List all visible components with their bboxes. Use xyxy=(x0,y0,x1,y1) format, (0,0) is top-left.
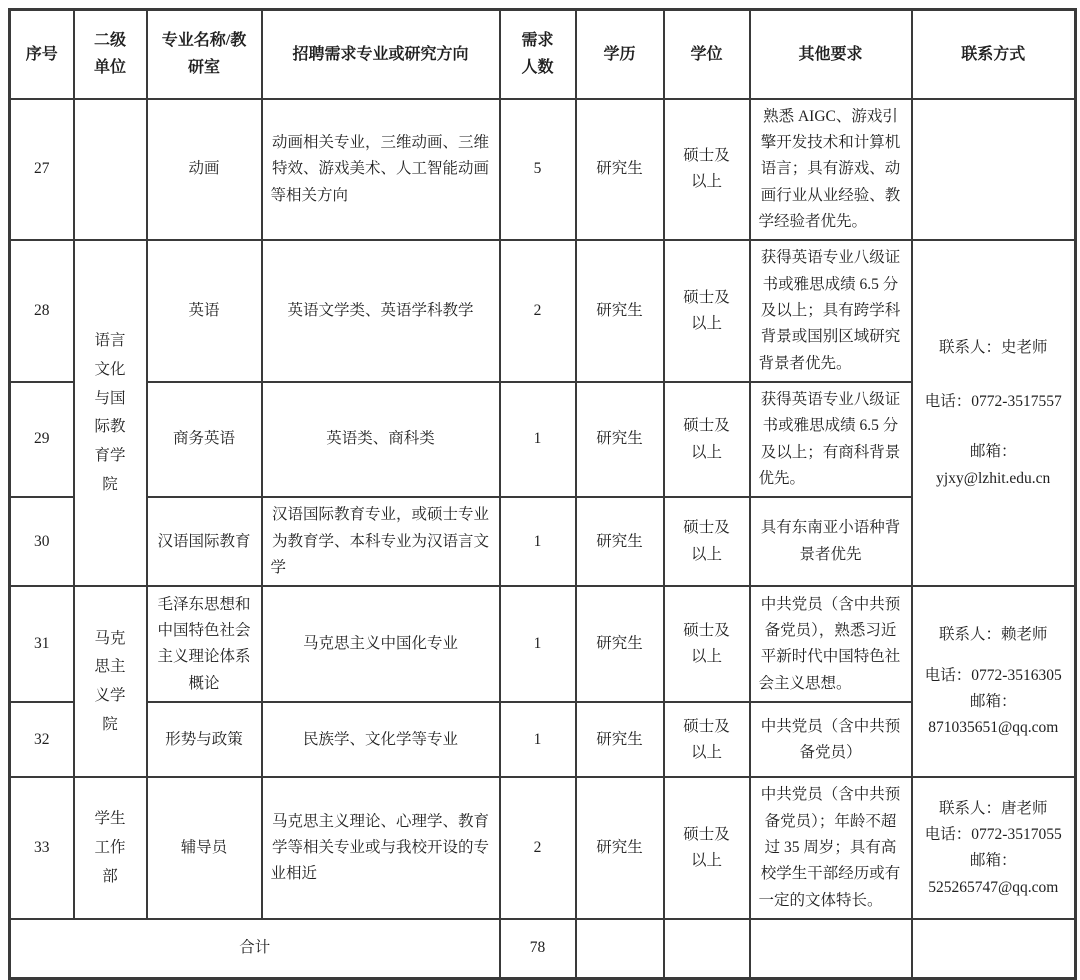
degree-text: 硕士及以上 xyxy=(683,288,730,333)
cell-degree xyxy=(664,99,750,241)
header-major xyxy=(147,10,262,99)
unit-text: 马克思主义学院 xyxy=(94,629,126,733)
table-row xyxy=(10,586,1076,702)
contact-phone: 电话：0772-3516305 xyxy=(924,666,1062,684)
unit-text: 学生工作部 xyxy=(94,810,126,885)
cell-major: 形势与政策 xyxy=(147,702,262,777)
cell-no: 33 xyxy=(10,777,74,919)
unit-text: 语言文化与国际教育学院 xyxy=(94,332,126,493)
cell-contact-lai xyxy=(912,586,1076,777)
contact-phone: 电话：0772-3517055 xyxy=(924,825,1062,843)
cell-no: 27 xyxy=(10,99,74,241)
contact-email-label: 邮箱： xyxy=(969,692,1017,710)
cell-contact-empty xyxy=(912,99,1076,241)
degree-text: 硕士及以上 xyxy=(683,825,730,870)
cell-contact-shi xyxy=(912,240,1076,586)
cell-direction: 马克思主义中国化专业 xyxy=(262,586,500,702)
cell-no: 32 xyxy=(10,702,74,777)
cell-direction: 民族学、文化学等专业 xyxy=(262,702,500,777)
cell-education: 研究生 xyxy=(576,586,664,702)
degree-text: 硕士及以上 xyxy=(683,622,730,666)
cell-no: 31 xyxy=(10,586,74,702)
contact-email: 525265747@qq.com xyxy=(928,878,1059,896)
cell-unit-empty xyxy=(74,99,147,241)
header-no xyxy=(10,10,74,99)
header-count-label: 需求人数 xyxy=(521,32,554,77)
table-row xyxy=(10,240,1076,382)
cell-unit-student-affairs xyxy=(74,777,147,919)
header-degree xyxy=(664,10,750,99)
header-direction-label: 招聘需求专业或研究方向 xyxy=(292,45,469,63)
recruitment-table-sheet xyxy=(8,8,1077,980)
cell-education: 研究生 xyxy=(576,702,664,777)
total-value-cell: 78 xyxy=(500,919,576,978)
contact-email-label: 邮箱： xyxy=(969,852,1017,870)
cell-count: 5 xyxy=(500,99,576,241)
cell-count: 1 xyxy=(500,702,576,777)
cell-education: 研究生 xyxy=(576,497,664,586)
header-degree-label: 学位 xyxy=(690,45,723,63)
empty-cell xyxy=(750,919,912,978)
cell-other: 获得英语专业八级证书或雅思成绩 6.5 分及以上；有商科背景优先。 xyxy=(750,382,912,497)
header-education-label: 学历 xyxy=(603,45,636,63)
cell-direction: 汉语国际教育专业，或硕士专业为教育学、本科专业为汉语言文学 xyxy=(262,497,500,586)
header-row xyxy=(10,10,1076,99)
header-contact-label: 联系方式 xyxy=(961,45,1026,63)
cell-education: 研究生 xyxy=(576,240,664,382)
cell-count: 2 xyxy=(500,240,576,382)
cell-degree xyxy=(664,240,750,382)
cell-other: 熟悉 AIGC、游戏引擎开发技术和计算机语言；具有游戏、动画行业从业经验、教学经验者优先。 xyxy=(750,99,912,241)
header-unit-label: 二级单位 xyxy=(93,32,126,77)
recruitment-table xyxy=(8,8,1077,980)
cell-other: 中共党员（含中共预备党员）；年龄不超过 35 周岁；具有高校学生干部经历或有一定的文体特长。 xyxy=(750,777,912,919)
degree-text: 硕士及以上 xyxy=(683,417,730,461)
cell-other: 具有东南亚小语种背景者优先 xyxy=(750,497,912,586)
total-row xyxy=(10,919,1076,978)
cell-degree xyxy=(664,702,750,777)
cell-degree xyxy=(664,497,750,586)
empty-cell xyxy=(576,919,664,978)
cell-count: 1 xyxy=(500,382,576,497)
cell-major: 汉语国际教育 xyxy=(147,497,262,586)
cell-education: 研究生 xyxy=(576,99,664,241)
header-major-label: 专业名称/教研室 xyxy=(161,32,247,77)
cell-no: 30 xyxy=(10,497,74,586)
empty-cell xyxy=(912,919,1076,978)
cell-unit-language-college xyxy=(74,240,147,586)
header-no-label: 序号 xyxy=(25,45,58,63)
cell-unit-marxism-college xyxy=(74,586,147,777)
header-unit xyxy=(74,10,147,99)
header-count xyxy=(500,10,576,99)
table-row xyxy=(10,777,1076,919)
table-row xyxy=(10,99,1076,241)
header-education xyxy=(576,10,664,99)
contact-person: 联系人：赖老师 xyxy=(938,626,1048,644)
cell-major: 商务英语 xyxy=(147,382,262,497)
header-other-label: 其他要求 xyxy=(798,45,863,63)
cell-direction: 英语文学类、英语学科教学 xyxy=(262,240,500,382)
cell-direction: 动画相关专业，三维动画、三维特效、游戏美术、人工智能动画等相关方向 xyxy=(262,99,500,241)
empty-cell xyxy=(664,919,750,978)
cell-education: 研究生 xyxy=(576,777,664,919)
cell-major: 英语 xyxy=(147,240,262,382)
cell-count: 1 xyxy=(500,497,576,586)
cell-other: 中共党员（含中共预备党员） xyxy=(750,702,912,777)
cell-major: 动画 xyxy=(147,99,262,241)
contact-email-label: 邮箱： xyxy=(969,443,1017,461)
total-label-cell: 合计 xyxy=(10,919,500,978)
cell-major: 毛泽东思想和中国特色社会主义理论体系概论 xyxy=(147,586,262,702)
cell-contact-tang xyxy=(912,777,1076,919)
cell-other: 中共党员（含中共预备党员），熟悉习近平新时代中国特色社会主义思想。 xyxy=(750,586,912,702)
cell-other: 获得英语专业八级证书或雅思成绩 6.5 分及以上；具有跨学科背景或国别区域研究背景者优先。 xyxy=(750,240,912,382)
cell-no: 29 xyxy=(10,382,74,497)
cell-degree xyxy=(664,382,750,497)
degree-text: 硕士及以上 xyxy=(683,519,730,563)
header-contact xyxy=(912,10,1076,99)
contact-email: yjxy@lzhit.edu.cn xyxy=(936,469,1051,487)
contact-email: 871035651@qq.com xyxy=(928,719,1059,737)
cell-major: 辅导员 xyxy=(147,777,262,919)
contact-person: 联系人：史老师 xyxy=(938,338,1048,356)
contact-phone: 电话：0772-3517557 xyxy=(924,392,1062,410)
cell-education: 研究生 xyxy=(576,382,664,497)
cell-direction: 英语类、商科类 xyxy=(262,382,500,497)
cell-direction: 马克思主义理论、心理学、教育学等相关专业或与我校开设的专业相近 xyxy=(262,777,500,919)
contact-person: 联系人：唐老师 xyxy=(938,799,1048,817)
cell-degree xyxy=(664,586,750,702)
cell-degree xyxy=(664,777,750,919)
header-other xyxy=(750,10,912,99)
degree-text: 硕士及以上 xyxy=(683,717,730,761)
degree-text: 硕士及以上 xyxy=(683,147,730,191)
header-direction xyxy=(262,10,500,99)
cell-no: 28 xyxy=(10,240,74,382)
cell-count: 1 xyxy=(500,586,576,702)
cell-count: 2 xyxy=(500,777,576,919)
